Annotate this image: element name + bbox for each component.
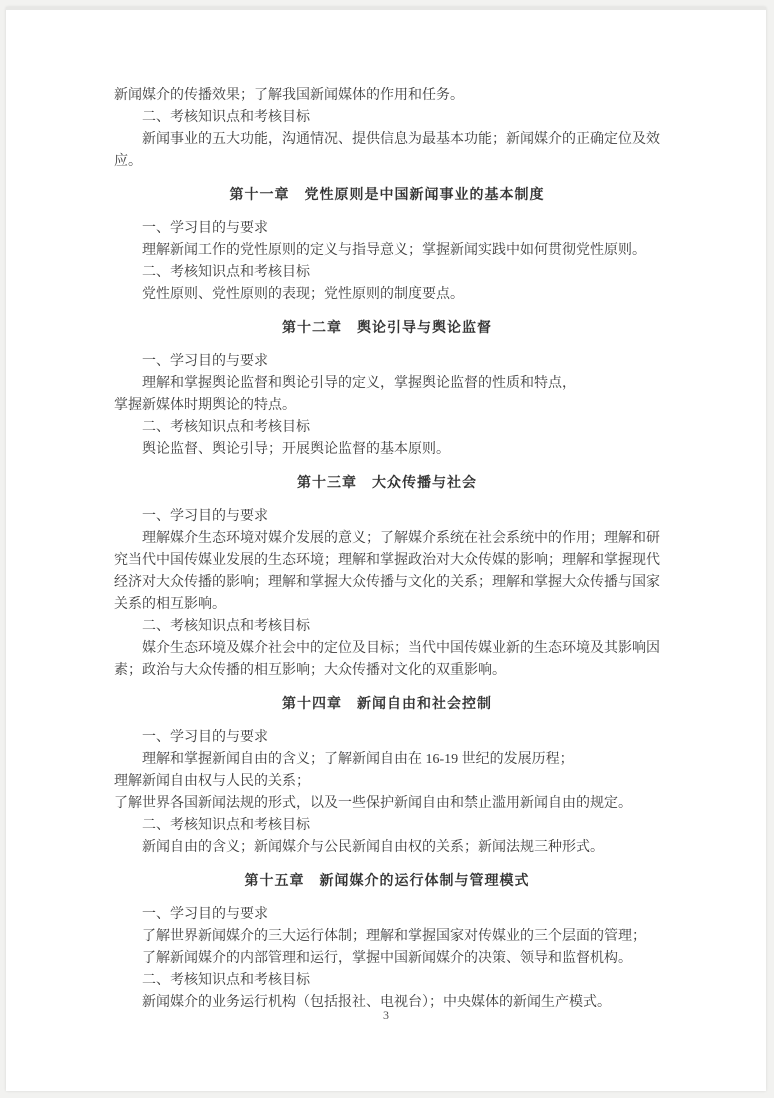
text-line: 了解新闻媒介的内部管理和运行，掌握中国新闻媒介的决策、领导和监督机构。 — [142, 951, 632, 966]
text-line: 新闻媒介的业务运行机构（包括报社、电视台）；中央媒体的新闻生产模式。 — [142, 995, 611, 1010]
text-line: 一、学习目的与要求 — [142, 907, 268, 922]
text-line: 二、考核知识点和考核目标 — [142, 818, 310, 833]
text-line: 新闻媒介的传播效果；了解我国新闻媒体的作用和任务。 — [114, 88, 464, 103]
text-line: 二、考核知识点和考核目标 — [142, 973, 310, 988]
text-line: 理解新闻自由权与人民的关系； — [114, 774, 310, 789]
text-line: 党性原则、党性原则的表现；党性原则的制度要点。 — [142, 287, 464, 302]
text-line: 了解世界各国新闻法规的形式，以及一些保护新闻自由和禁止滥用新闻自由的规定。 — [114, 796, 632, 811]
text-line: 二、考核知识点和考核目标 — [142, 420, 310, 435]
text-line: 新闻事业的五大功能，沟通情况、提供信息为最基本功能；新闻媒介的正确定位及效应。 — [114, 132, 660, 169]
scan-edge — [6, 7, 766, 10]
chapter-heading: 第十四章 新闻自由和社会控制 — [282, 697, 492, 712]
text-line: 二、考核知识点和考核目标 — [142, 110, 310, 125]
text-line: 一、学习目的与要求 — [142, 354, 268, 369]
text-line: 了解世界新闻媒介的三大运行体制；理解和掌握国家对传媒业的三个层面的管理； — [142, 929, 646, 944]
text-line: 理解和掌握舆论监督和舆论引导的定义，掌握舆论监督的性质和特点， — [142, 376, 576, 391]
text-line: 掌握新媒体时期舆论的特点。 — [114, 398, 296, 413]
document-body — [114, 85, 660, 1014]
chapter-heading: 第十一章 党性原则是中国新闻事业的基本制度 — [229, 188, 545, 203]
text-line: 媒介生态环境及媒介社会中的定位及目标；当代中国传媒业新的生态环境及其影响因素；政治与大众传播的相互影响；大众传播对文化的双重影响。 — [114, 641, 660, 678]
text-line: 理解媒介生态环境对媒介发展的意义；了解媒介系统在社会系统中的作用；理解和研究当代中国传媒业发展的生态环境；理解和掌握政治对大众传媒的影响；理解和掌握现代经济对大众传播的影响；理解和掌握大众传播与文化的关系；理解和掌握大众传播与国家关系的相互影响。 — [114, 531, 660, 612]
text-line: 新闻自由的含义；新闻媒介与公民新闻自由权的关系；新闻法规三种形式。 — [142, 840, 604, 855]
text-line: 一、学习目的与要求 — [142, 730, 268, 745]
text-line: 一、学习目的与要求 — [142, 509, 268, 524]
chapter-heading: 第十二章 舆论引导与舆论监督 — [282, 321, 492, 336]
text-line: 理解新闻工作的党性原则的定义与指导意义；掌握新闻实践中如何贯彻党性原则。 — [142, 243, 646, 258]
document-page — [6, 7, 766, 1091]
chapter-heading: 第十三章 大众传播与社会 — [297, 476, 477, 491]
text-line: 二、考核知识点和考核目标 — [142, 619, 310, 634]
text-line: 一、学习目的与要求 — [142, 221, 268, 236]
text-line: 二、考核知识点和考核目标 — [142, 265, 310, 280]
text-line: 舆论监督、舆论引导；开展舆论监督的基本原则。 — [142, 442, 450, 457]
page-number: 3 — [383, 1008, 389, 1022]
chapter-heading: 第十五章 新闻媒介的运行体制与管理模式 — [244, 874, 530, 889]
text-line: 理解和掌握新闻自由的含义；了解新闻自由在 16-19 世纪的发展历程； — [142, 752, 574, 767]
